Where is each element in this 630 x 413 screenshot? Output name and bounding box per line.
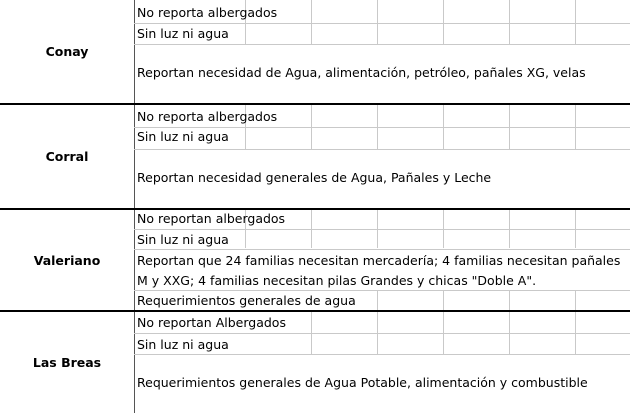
cell-text: No reportan albergados (137, 211, 286, 226)
section-label: Corral (45, 149, 89, 164)
cell-text: No reporta albergados (137, 5, 278, 20)
cell-text: Sin luz ni agua (137, 26, 229, 41)
cell-text: Requerimientos generales de agua (137, 293, 356, 308)
section-corral (0, 105, 630, 208)
cell-text: Sin luz ni agua (137, 232, 229, 247)
section-label: Valeriano (33, 252, 101, 268)
section-las-breas (0, 312, 630, 413)
cell-text: No reportan Albergados (137, 315, 286, 330)
cell-text: Sin luz ni agua (137, 129, 229, 144)
cell-text: Requerimientos generales de Agua Potable, alimentación y combustible (137, 375, 588, 390)
cell-text: Reportan necesidad de Agua, alimentación, petróleo, pañales XG, velas (137, 65, 586, 80)
cell-text: M y XXG; 4 familias necesitan pilas Grandes y chicas "Doble A". (137, 273, 537, 288)
cell-text: No reporta albergados (137, 109, 278, 124)
section-label: Las Breas (32, 355, 102, 370)
cell-text: Reportan necesidad generales de Agua, Pañales y Leche (137, 170, 492, 185)
section-conay (0, 0, 630, 103)
cell-text: Reportan que 24 familias necesitan mercadería; 4 familias necesitan pañales (137, 253, 621, 268)
cell-text: Sin luz ni agua (137, 337, 229, 352)
section-label: Conay (45, 44, 89, 59)
